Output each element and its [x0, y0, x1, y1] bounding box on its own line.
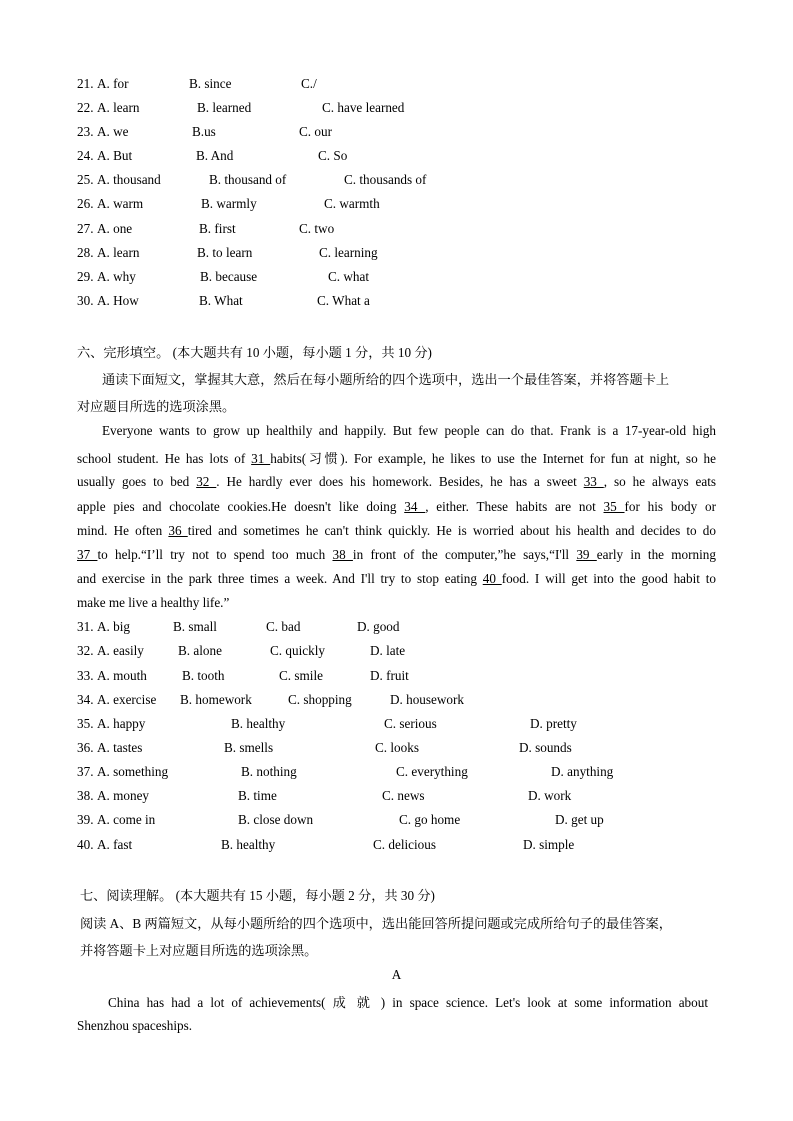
blank-35: 35 — [603, 499, 625, 514]
section6-instruction: 通读下面短文，掌握其大意，然后在每小题所给的四个选项中，选出一个最佳答案，并将答题卡上 — [102, 372, 670, 387]
blank-38: 38 — [332, 547, 353, 562]
blank-40: 40 — [482, 571, 502, 586]
passage-line: make me live a healthy life.” — [77, 595, 230, 610]
section6-instruction-cont: 对应题目所选的选项涂黑。 — [77, 399, 236, 414]
passage-line: 37 to help.“I’ll try not to spend too much 38 in front of the computer,”he says,“I'll 39 early in the morning — [77, 547, 716, 562]
blank-34: 34 — [404, 499, 426, 514]
blank-33: 33 — [583, 474, 604, 489]
passage-line: Everyone wants to grow up healthily and happily. But few people can do that. Frank is a 17-year-old high — [102, 423, 716, 438]
blank-37: 37 — [77, 547, 98, 562]
blank-32: 32 — [196, 474, 217, 489]
section6-heading: 六、完形填空。 (本大题共有 10 小题，每小题 1 分，共 10 分) — [77, 345, 432, 360]
passage-line: mind. He often 36 tired and sometimes he can't think quickly. He is worried about his health and decides to do — [77, 523, 716, 538]
reading-intro-line: Shenzhou spaceships. — [77, 1018, 193, 1033]
passage-line: usually goes to bed 32 . He hardly ever does his homework. Besides, he has a sweet 33 , so he always eats — [77, 474, 716, 489]
passage-line: school student. He has lots of 31 habits(习惯). For example, he likes to use the Internet for fun at night, so he — [77, 451, 716, 466]
blank-31: 31 — [251, 451, 271, 466]
part-label: A — [391, 967, 402, 982]
section7-heading: 七、阅读理解。 (本大题共有 15 小题，每小题 2 分，共 30 分) — [80, 888, 435, 903]
section7-instruction-cont: 并将答题卡上对应题目所选的选项涂黑。 — [80, 943, 318, 958]
passage-line: and exercise in the park three times a week. And I'll try to stop eating 40 food. I will get into the good habit to — [77, 571, 716, 586]
passage-line: apple pies and chocolate cookies.He doesn't like doing 34 , either. These habits are not 35 for his body or — [77, 499, 717, 514]
blank-39: 39 — [576, 547, 597, 562]
reading-intro-line: China has had a lot of achievements( 成 就 ) in space science. Let's look at some information about — [108, 995, 708, 1010]
section7-instruction: 阅读 A、B 两篇短文，从每小题所给的四个选项中，选出能回答所提问题或完成所给句子的最佳答案， — [80, 916, 672, 931]
blank-36: 36 — [168, 523, 188, 538]
